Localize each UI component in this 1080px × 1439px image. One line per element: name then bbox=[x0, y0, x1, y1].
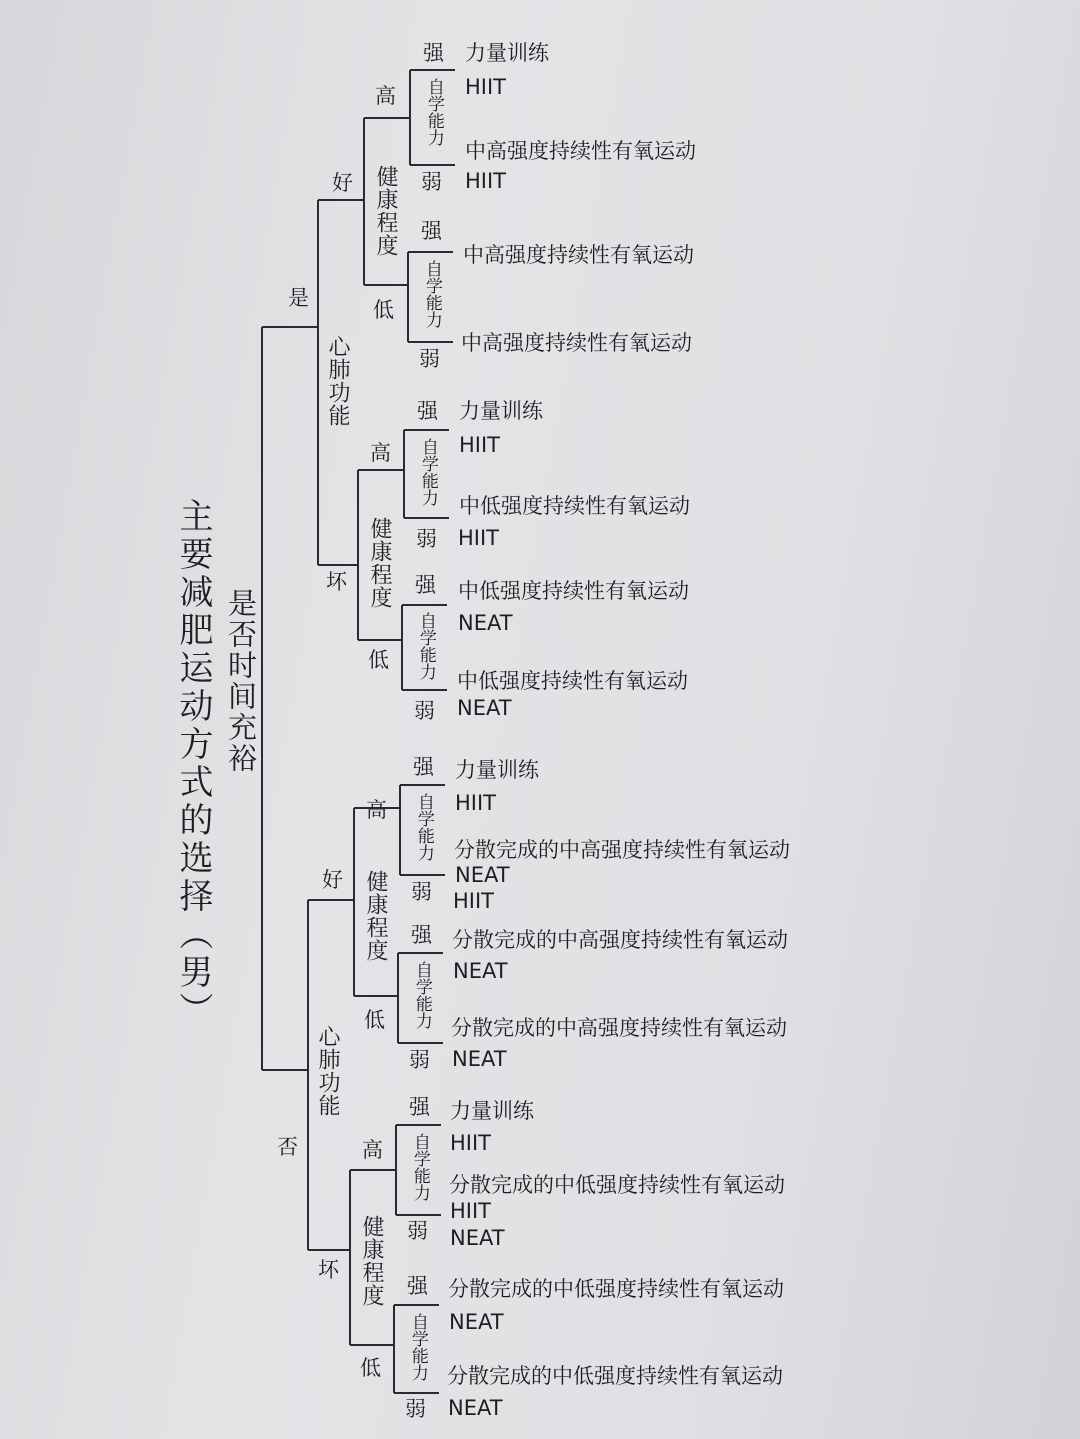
leaf-exercise: 中低强度持续性有氧运动 bbox=[459, 494, 690, 518]
ability-label: 自学能力 bbox=[411, 961, 432, 1029]
leaf-exercise: 力量训练 bbox=[450, 1099, 534, 1123]
leaf-exercise: 力量训练 bbox=[455, 758, 539, 782]
leaf-exercise: 分散完成的中高强度持续性有氧运动 bbox=[451, 1016, 787, 1040]
ability-strong-label: 强 bbox=[415, 573, 436, 597]
health-high-label: 高 bbox=[375, 84, 396, 108]
leaf-exercise: HIIT bbox=[465, 169, 507, 193]
leaf-exercise: HIIT bbox=[453, 889, 495, 913]
ability-weak-label: 弱 bbox=[416, 527, 437, 551]
ability-weak-label: 弱 bbox=[405, 1397, 426, 1421]
leaf-exercise: 力量训练 bbox=[459, 399, 543, 423]
branch-label-yes: 是 bbox=[288, 286, 309, 310]
cardio-label: 心肺功能 bbox=[315, 1025, 340, 1117]
leaf-exercise: 分散完成的中高强度持续性有氧运动 bbox=[452, 928, 788, 952]
health-high-label: 高 bbox=[370, 441, 391, 465]
leaf-exercise: 中高强度持续性有氧运动 bbox=[461, 331, 692, 355]
ability-label: 自学能力 bbox=[415, 612, 436, 680]
ability-weak-label: 弱 bbox=[419, 347, 440, 371]
ability-label: 自学能力 bbox=[413, 793, 434, 861]
cardio-good-label: 好 bbox=[322, 868, 343, 892]
branch-label-no: 否 bbox=[277, 1135, 298, 1159]
ability-strong-label: 强 bbox=[421, 219, 442, 243]
health-label: 健康程度 bbox=[367, 517, 392, 609]
leaf-exercise: NEAT bbox=[449, 1310, 504, 1334]
leaf-exercise: HIIT bbox=[458, 526, 500, 550]
ability-weak-label: 弱 bbox=[414, 699, 435, 723]
ability-label: 自学能力 bbox=[421, 260, 442, 328]
ability-label: 自学能力 bbox=[409, 1133, 430, 1201]
cardio-bad-label: 坏 bbox=[326, 570, 347, 594]
health-low-label: 低 bbox=[373, 298, 394, 322]
ability-strong-label: 强 bbox=[411, 923, 432, 947]
leaf-exercise: HIIT bbox=[450, 1131, 492, 1155]
cardio-bad-label: 坏 bbox=[318, 1258, 339, 1282]
leaf-exercise: 分散完成的中低强度持续性有氧运动 bbox=[449, 1173, 785, 1197]
page-title: 主要减肥运动方式的选择（男） bbox=[173, 498, 213, 1030]
ability-weak-label: 弱 bbox=[411, 880, 432, 904]
leaf-exercise: 中低强度持续性有氧运动 bbox=[457, 669, 688, 693]
cardio-label: 心肺功能 bbox=[325, 335, 350, 427]
ability-strong-label: 强 bbox=[417, 399, 438, 423]
health-label: 健康程度 bbox=[373, 165, 398, 257]
leaf-exercise: 中高强度持续性有氧运动 bbox=[465, 139, 696, 163]
ability-strong-label: 强 bbox=[407, 1274, 428, 1298]
leaf-exercise: NEAT bbox=[450, 1226, 505, 1250]
leaf-exercise: NEAT bbox=[455, 863, 510, 887]
ability-strong-label: 强 bbox=[423, 41, 444, 65]
ability-weak-label: 弱 bbox=[421, 170, 442, 194]
health-low-label: 低 bbox=[364, 1008, 385, 1032]
leaf-exercise: 分散完成的中低强度持续性有氧运动 bbox=[448, 1277, 784, 1301]
leaf-exercise: 中高强度持续性有氧运动 bbox=[463, 243, 694, 267]
leaf-exercise: NEAT bbox=[448, 1396, 503, 1420]
leaf-exercise: 中低强度持续性有氧运动 bbox=[458, 579, 689, 603]
leaf-exercise: NEAT bbox=[457, 696, 512, 720]
leaf-exercise: NEAT bbox=[452, 1047, 507, 1071]
health-low-label: 低 bbox=[368, 648, 389, 672]
ability-strong-label: 强 bbox=[413, 755, 434, 779]
leaf-exercise: HIIT bbox=[465, 75, 507, 99]
cardio-good-label: 好 bbox=[332, 171, 353, 195]
ability-strong-label: 强 bbox=[409, 1095, 430, 1119]
ability-weak-label: 弱 bbox=[409, 1048, 430, 1072]
health-label: 健康程度 bbox=[359, 1215, 384, 1307]
health-high-label: 高 bbox=[362, 1138, 383, 1162]
root-question-label: 是否时间充裕 bbox=[224, 588, 258, 774]
health-low-label: 低 bbox=[360, 1356, 381, 1380]
ability-label: 自学能力 bbox=[417, 438, 438, 506]
leaf-exercise: NEAT bbox=[458, 611, 513, 635]
leaf-exercise: HIIT bbox=[459, 433, 501, 457]
leaf-exercise: 分散完成的中高强度持续性有氧运动 bbox=[454, 838, 790, 862]
leaf-exercise: 力量训练 bbox=[465, 41, 549, 65]
ability-weak-label: 弱 bbox=[407, 1219, 428, 1243]
health-label: 健康程度 bbox=[363, 870, 388, 962]
leaf-exercise: 分散完成的中低强度持续性有氧运动 bbox=[447, 1364, 783, 1388]
leaf-exercise: NEAT bbox=[453, 959, 508, 983]
leaf-exercise: HIIT bbox=[450, 1199, 492, 1223]
ability-label: 自学能力 bbox=[423, 78, 444, 146]
leaf-exercise: HIIT bbox=[455, 791, 497, 815]
health-high-label: 高 bbox=[366, 798, 387, 822]
ability-label: 自学能力 bbox=[407, 1313, 428, 1381]
